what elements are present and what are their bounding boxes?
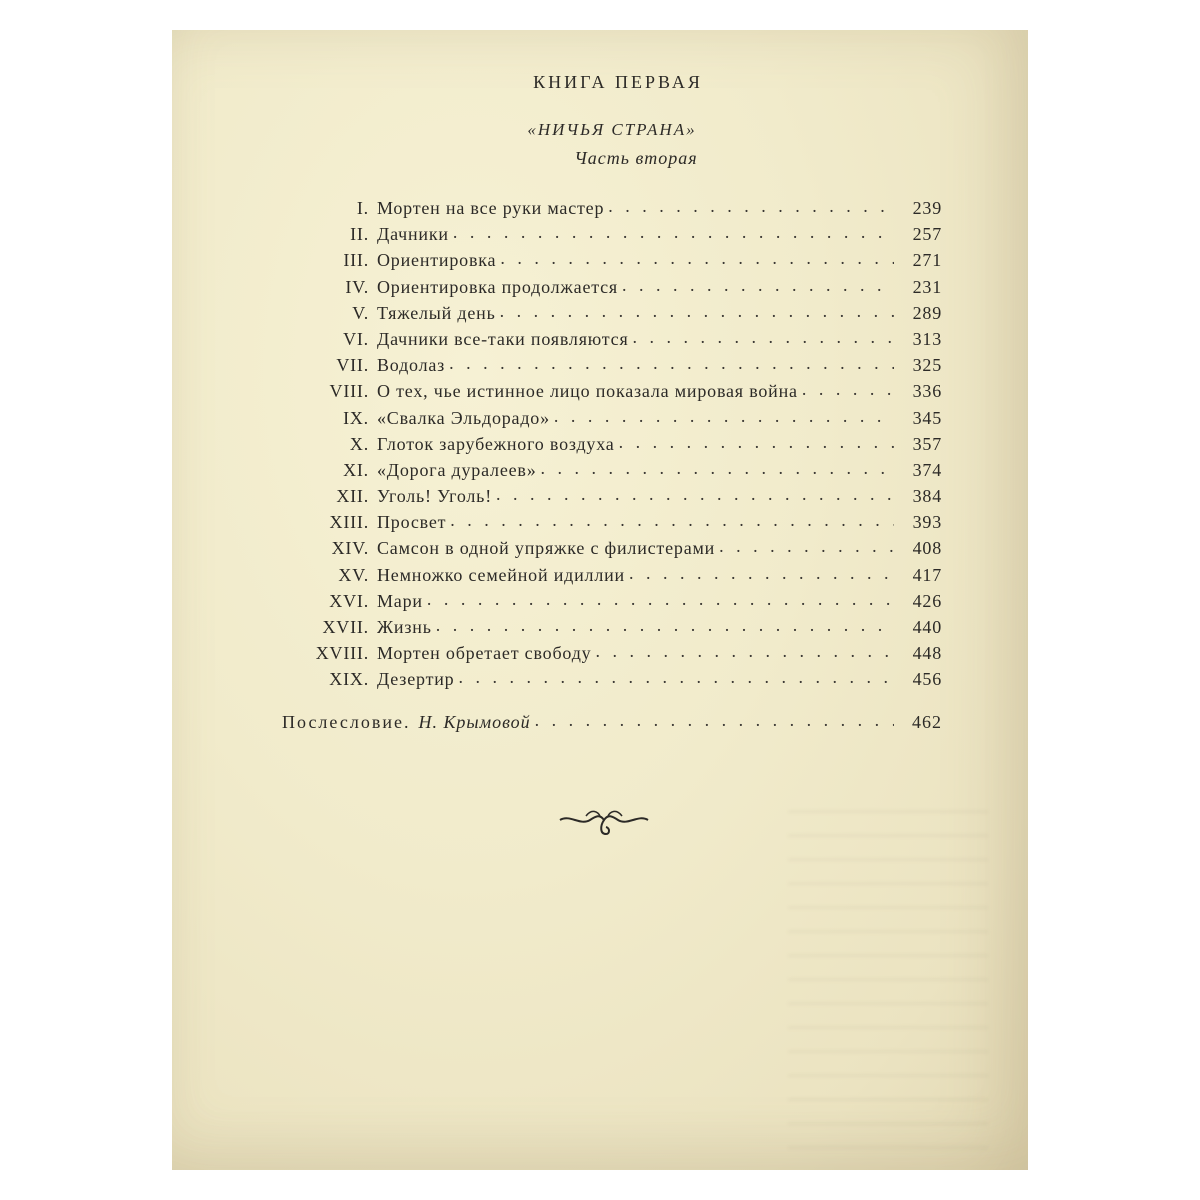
chapter-title: Водолаз bbox=[377, 355, 446, 376]
dot-leader bbox=[619, 432, 894, 453]
chapter-page-number: 231 bbox=[912, 276, 942, 297]
chapter-number: XIV. bbox=[331, 538, 369, 559]
chapter-title: Мари bbox=[377, 590, 423, 611]
chapter-number: XII. bbox=[336, 486, 369, 507]
dot-leader bbox=[719, 536, 894, 557]
afterword-author: Н. Крымовой bbox=[418, 712, 531, 732]
chapter-number: XVIII. bbox=[315, 643, 369, 664]
chapter-number: II. bbox=[350, 224, 369, 245]
toc-row bbox=[282, 408, 942, 434]
toc-row bbox=[282, 486, 942, 512]
chapter-title: Самсон в одной упряжке с филистерами bbox=[377, 538, 716, 559]
chapter-title: Ориентировка продолжается bbox=[377, 276, 619, 297]
toc-row bbox=[282, 355, 942, 381]
toc-row bbox=[282, 538, 942, 564]
chapter-number: XV. bbox=[338, 564, 369, 585]
afterword-label: Послесловие. bbox=[282, 712, 411, 732]
chapter-page-number: 313 bbox=[912, 328, 942, 349]
book-title: КНИГА ПЕРВАЯ bbox=[533, 72, 703, 92]
dot-leader bbox=[633, 327, 894, 348]
flourish-ornament-icon bbox=[556, 800, 652, 840]
chapter-page-number: 374 bbox=[912, 459, 942, 480]
chapter-page-number: 325 bbox=[912, 355, 942, 376]
dot-leader bbox=[436, 615, 894, 636]
chapter-page-number: 417 bbox=[912, 564, 942, 585]
show-through-texture bbox=[788, 790, 988, 1150]
dot-leader bbox=[500, 301, 894, 322]
chapter-number: VI. bbox=[343, 328, 369, 349]
toc-row bbox=[282, 512, 942, 538]
table-of-contents bbox=[282, 198, 942, 696]
toc-row bbox=[282, 591, 942, 617]
chapter-title: Немножко семейной идиллии bbox=[377, 564, 625, 585]
chapter-title: Просвет bbox=[377, 512, 447, 533]
dot-leader bbox=[541, 458, 894, 479]
chapter-number: IX. bbox=[343, 407, 369, 428]
dot-leader bbox=[450, 510, 894, 531]
dot-leader bbox=[595, 641, 894, 662]
chapter-page-number: 456 bbox=[912, 669, 942, 690]
chapter-number: VII. bbox=[336, 355, 369, 376]
chapter-title: Уголь! Уголь! bbox=[377, 486, 492, 507]
chapter-number: XI. bbox=[343, 459, 369, 480]
toc-row bbox=[282, 669, 942, 695]
toc-row bbox=[282, 224, 942, 250]
chapter-title: Мортен обретает свободу bbox=[377, 643, 592, 664]
chapter-title: Тяжелый день bbox=[377, 302, 496, 323]
toc-row bbox=[282, 643, 942, 669]
chapter-page-number: 336 bbox=[912, 381, 942, 402]
chapter-number: V. bbox=[352, 302, 369, 323]
toc-row bbox=[282, 565, 942, 591]
toc-row bbox=[282, 250, 942, 276]
chapter-page-number: 393 bbox=[912, 512, 942, 533]
dot-leader bbox=[629, 563, 894, 584]
chapter-page-number: 408 bbox=[912, 538, 942, 559]
chapter-page-number: 384 bbox=[912, 486, 942, 507]
dot-leader bbox=[427, 589, 894, 610]
book-page bbox=[172, 30, 1028, 1170]
chapter-page-number: 271 bbox=[912, 250, 942, 271]
chapter-number: XVII. bbox=[322, 617, 369, 637]
chapter-page-number: 357 bbox=[912, 433, 942, 454]
chapter-title: Дачники все-таки появляются bbox=[377, 328, 629, 349]
dot-leader bbox=[449, 353, 894, 374]
chapter-title: «Свалка Эльдорадо» bbox=[377, 407, 550, 428]
chapter-number: XIX. bbox=[329, 669, 369, 690]
toc-row bbox=[282, 381, 942, 407]
dot-leader bbox=[535, 710, 894, 731]
dot-leader bbox=[453, 222, 894, 243]
chapter-title: Жизнь bbox=[377, 617, 432, 637]
chapter-title: О тех, чье истинное лицо показала мировая война bbox=[377, 381, 798, 402]
toc-row bbox=[282, 329, 942, 355]
chapter-title: Дезертир bbox=[377, 669, 455, 690]
chapter-page-number: 289 bbox=[912, 302, 942, 323]
toc-row bbox=[282, 460, 942, 486]
chapter-title: Глоток зарубежного воздуха bbox=[377, 433, 615, 454]
toc-row bbox=[282, 277, 942, 303]
part-title: Часть вторая bbox=[574, 148, 698, 168]
chapter-number: IV. bbox=[345, 276, 369, 297]
chapter-number: XIII. bbox=[329, 512, 369, 533]
dot-leader bbox=[554, 406, 894, 427]
toc-row bbox=[282, 434, 942, 460]
chapter-number: III. bbox=[343, 250, 369, 271]
dot-leader bbox=[608, 196, 894, 217]
toc-row bbox=[282, 198, 942, 224]
chapter-page-number: 426 bbox=[912, 590, 942, 611]
toc-row bbox=[282, 617, 942, 643]
chapter-page-number: 448 bbox=[912, 643, 942, 664]
dot-leader bbox=[802, 379, 894, 400]
dot-leader bbox=[458, 667, 894, 688]
chapter-page-number: 345 bbox=[912, 407, 942, 428]
chapter-number: XVI. bbox=[329, 590, 369, 611]
chapter-page-number: 239 bbox=[912, 198, 942, 218]
chapter-page-number: 257 bbox=[912, 224, 942, 245]
chapter-number: VIII. bbox=[329, 381, 369, 402]
afterword-page-number: 462 bbox=[912, 712, 942, 732]
book-subtitle: «НИЧЬЯ СТРАНА» bbox=[527, 120, 697, 139]
dot-leader bbox=[496, 484, 894, 505]
chapter-title: Ориентировка bbox=[377, 250, 497, 271]
dot-leader bbox=[622, 275, 894, 296]
afterword-entry bbox=[282, 712, 942, 733]
chapter-title: Дачники bbox=[377, 224, 449, 245]
chapter-title: Мортен на все руки мастер bbox=[377, 198, 605, 218]
dot-leader bbox=[500, 248, 894, 269]
toc-row bbox=[282, 303, 942, 329]
chapter-number: I. bbox=[356, 198, 369, 218]
chapter-page-number: 440 bbox=[912, 617, 942, 637]
chapter-title: «Дорога дуралеев» bbox=[377, 459, 537, 480]
chapter-number: X. bbox=[349, 433, 369, 454]
